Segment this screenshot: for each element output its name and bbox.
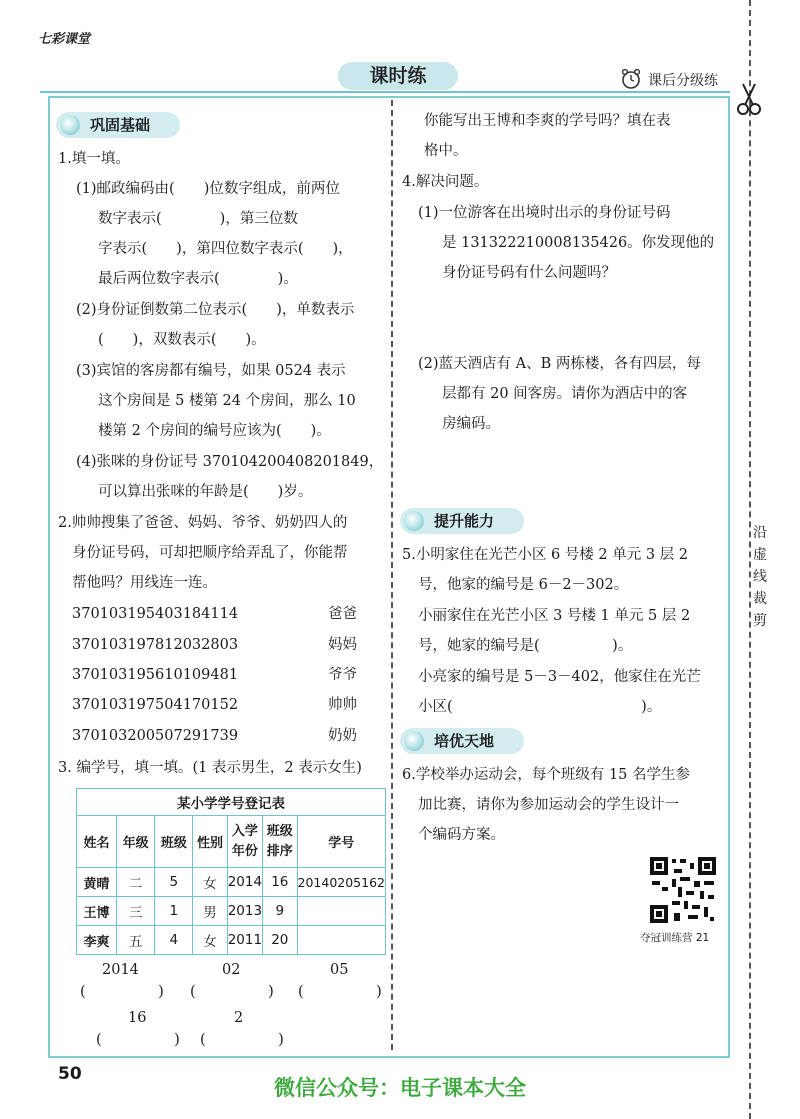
q6-line1: 6.学校举办运动会，每个班级有 15 名学生参 <box>402 767 691 783</box>
bubble-icon <box>404 511 424 531</box>
id-number: 370103195610109481 <box>72 667 239 683</box>
q4-2-line2: 层都有 20 间客房。请你为酒店中的客 <box>442 386 688 402</box>
q5-line5: 小亮家的编号是 5－3－402，他家住在光芒 <box>418 669 701 685</box>
section-tag-basics: 巩固基础 <box>56 112 180 138</box>
q4-2-line1: (2)蓝天酒店有 A、B 两栋楼，各有四层，每 <box>418 356 701 372</box>
q1-1-line1: (1)邮政编码由( )位数字组成，前两位 <box>76 181 340 197</box>
page-number: 50 <box>58 1064 82 1084</box>
q4-1-line3: 身份证号码有什么问题吗？ <box>442 265 616 281</box>
table-row: 黄晴 二 5 女 2014 16 20140205162 <box>77 868 386 897</box>
q4-1-line1: (1)一位游客在出境时出示的身份证号码 <box>418 205 671 221</box>
table-row: 王博 三 1 男 2013 9 <box>77 897 386 926</box>
q2-line2: 身份证号码，可却把顺序给弄乱了，你能帮 <box>72 545 348 561</box>
id-number: 370103197812032803 <box>72 637 239 653</box>
q1-1-line2: 数字表示( )，第三位数 <box>98 211 298 227</box>
breakdown-label: 16 <box>128 1010 147 1026</box>
table-title: 某小学学号登记表 <box>77 789 386 816</box>
answer-blank[interactable]: ( ) <box>200 1032 284 1048</box>
q1-2-line1: (2)身份证倒数第二位表示( )，单数表示 <box>76 302 355 318</box>
section-tag-advanced: 培优天地 <box>400 728 524 754</box>
question-4: 4.解决问题。 <box>402 174 489 190</box>
q2-line1: 2.帅帅搜集了爸爸、妈妈、爷爷、奶奶四人的 <box>58 515 348 531</box>
qr-caption: 夺冠训练营 21 <box>640 932 710 944</box>
column-divider <box>391 100 393 1050</box>
table-header: 年级 <box>117 816 155 868</box>
qr-code-icon[interactable] <box>648 855 718 925</box>
q5-line2: 号，他家的编号是 6－2－302。 <box>418 577 629 593</box>
breakdown-label: 2014 <box>102 962 139 978</box>
q1-4-line2: 可以算出张咪的年龄是( )岁。 <box>98 484 313 500</box>
q6-line3: 个编码方案。 <box>418 827 505 843</box>
table-header: 班级排序 <box>263 816 297 868</box>
q1-1-line4: 最后两位数字表示( )。 <box>98 271 298 287</box>
cut-line <box>749 0 751 1119</box>
cut-instruction: 沿 虚 线 裁 剪 <box>753 525 767 629</box>
q1-3-line3: 楼第 2 个房间的编号应该为( )。 <box>98 423 331 439</box>
brand-logo: 七彩课堂 <box>38 32 91 47</box>
family-member: 奶奶 <box>328 728 357 744</box>
q1-1-line3: 字表示( )，第四位数字表示( )， <box>98 241 353 257</box>
table-header: 学号 <box>297 816 385 868</box>
footer-watermark: 微信公众号：电子课本大全 <box>274 1076 526 1100</box>
student-id-table <box>76 788 386 955</box>
header-divider <box>40 91 730 93</box>
family-member: 帅帅 <box>328 697 357 713</box>
answer-blank[interactable]: ( ) <box>80 984 164 1000</box>
answer-blank[interactable]: ( ) <box>190 984 274 1000</box>
breakdown-label: 05 <box>330 962 349 978</box>
id-number: 370103200507291739 <box>72 728 239 744</box>
q5-line3: 小丽家住在光芒小区 3 号楼 1 单元 5 层 2 <box>418 608 691 624</box>
q4-2-line3: 房编码。 <box>442 416 500 432</box>
breakdown-label: 02 <box>222 962 241 978</box>
scissors-icon <box>736 82 762 122</box>
family-member: 爸爸 <box>328 606 357 622</box>
q5-line6: 小区( )。 <box>418 699 662 715</box>
answer-cell[interactable] <box>297 897 385 926</box>
bubble-icon <box>60 115 80 135</box>
question-1: 1.填一填。 <box>58 151 130 167</box>
q4-1-line2: 是 131322210008135426。你发现他的 <box>442 235 715 251</box>
bubble-icon <box>404 731 424 751</box>
question-3: 3. 编学号，填一填。(1 表示男生，2 表示女生) <box>58 760 362 776</box>
q6-line2: 加比赛，请你为参加运动会的学生设计一 <box>418 797 679 813</box>
id-number: 370103197504170152 <box>72 697 239 713</box>
id-number: 370103195403184114 <box>72 606 239 622</box>
q1-3-line2: 这个房间是 5 楼第 24 个房间，那么 10 <box>98 393 356 409</box>
q1-2-line2: ( )，双数表示( )。 <box>98 332 266 348</box>
table-row: 李爽 五 4 女 2011 20 <box>77 926 386 955</box>
section-tag-improve: 提升能力 <box>400 508 524 534</box>
answer-blank[interactable]: ( ) <box>96 1032 180 1048</box>
answer-cell[interactable] <box>297 926 385 955</box>
page-title: 课时练 <box>338 62 458 90</box>
family-member: 妈妈 <box>328 637 357 653</box>
q3-continued-line2: 格中。 <box>424 143 468 159</box>
q2-line3: 帮他吗？用线连一连。 <box>72 575 217 591</box>
family-member: 爷爷 <box>328 667 357 683</box>
header-right-label: 课后分级练 <box>648 73 718 89</box>
breakdown-label: 2 <box>234 1010 244 1026</box>
table-header: 姓名 <box>77 816 117 868</box>
table-header: 班级 <box>155 816 193 868</box>
answer-blank[interactable]: ( ) <box>298 984 382 1000</box>
table-header: 性别 <box>193 816 227 868</box>
q1-3-line1: (3)宾馆的客房都有编号，如果 0524 表示 <box>76 363 346 379</box>
q5-line1: 5.小明家住在光芒小区 6 号楼 2 单元 3 层 2 <box>402 547 688 563</box>
q5-line4: 号，她家的编号是( )。 <box>418 638 633 654</box>
q1-4-line1: (4)张咪的身份证号 370104200408201849， <box>76 454 384 470</box>
table-header: 入学年份 <box>227 816 262 868</box>
q3-continued-line1: 你能写出王博和李爽的学号吗？填在表 <box>424 113 671 129</box>
